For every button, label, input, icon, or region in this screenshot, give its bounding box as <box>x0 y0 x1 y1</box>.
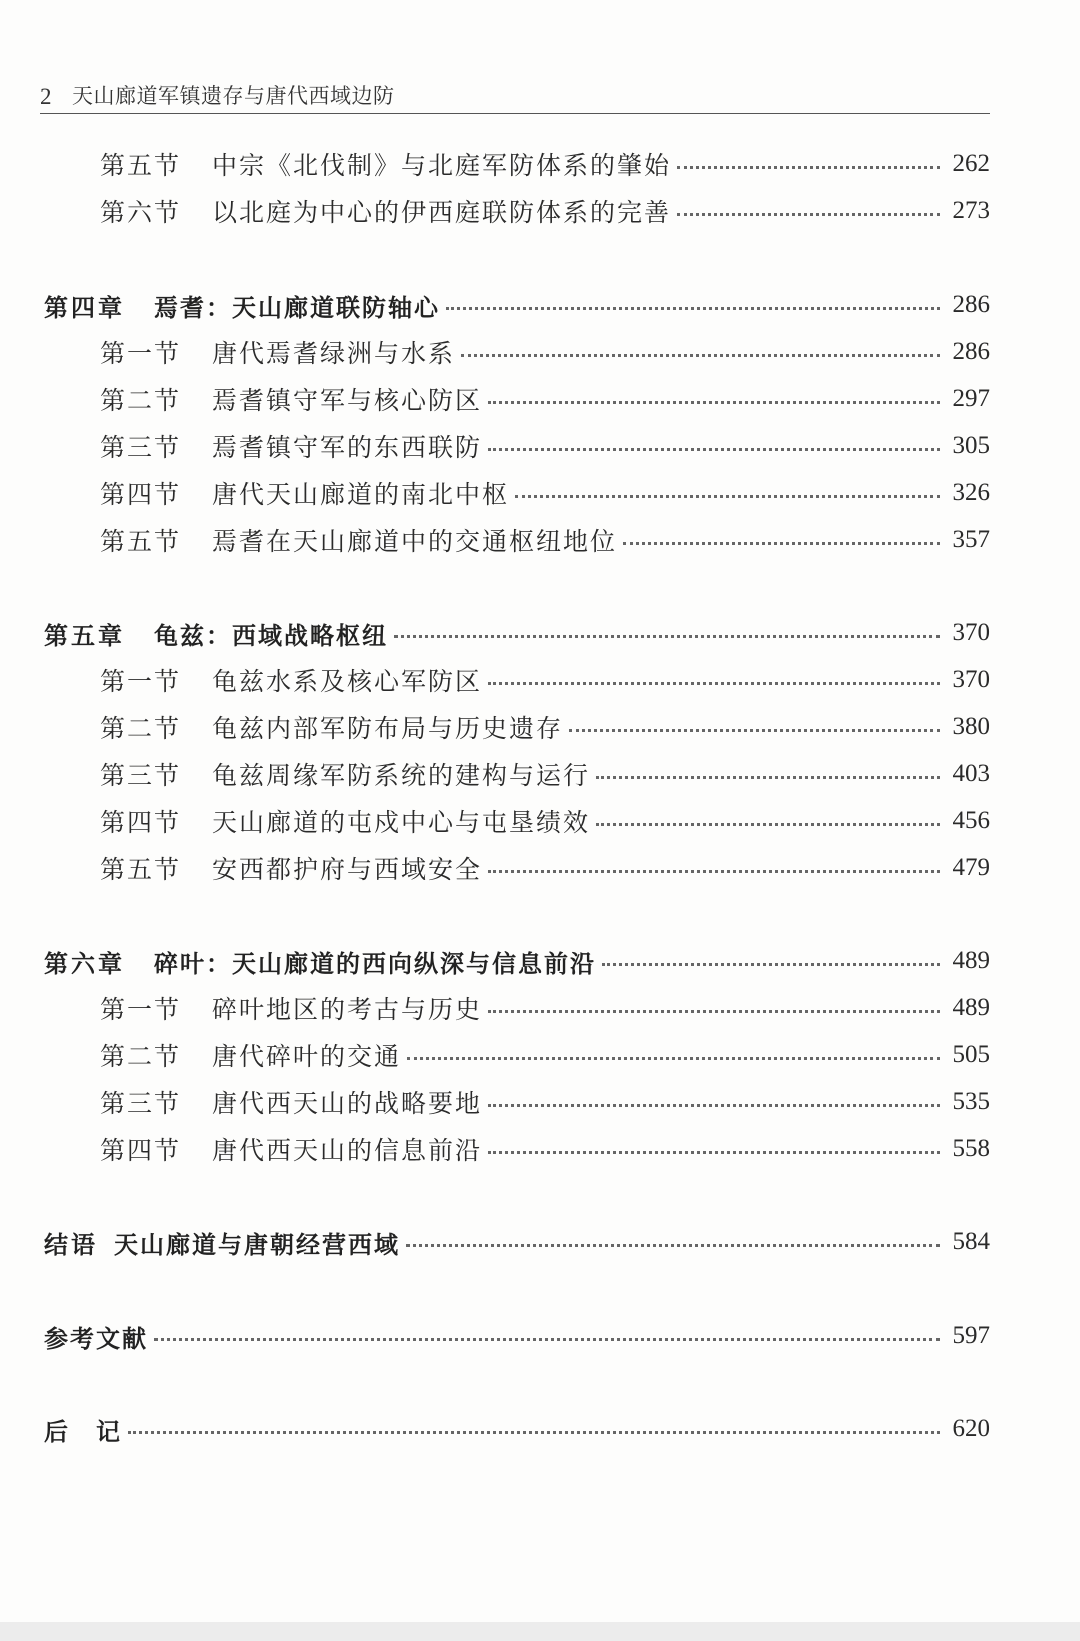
page-number: 620 <box>952 1415 990 1442</box>
toc-section-entry[interactable] <box>100 662 990 698</box>
section-label: 第三节 <box>100 1089 182 1118</box>
section-title: 唐代西天山的信息前沿 <box>212 1136 483 1165</box>
page-number: 262 <box>952 150 990 177</box>
dot-leader <box>569 729 940 732</box>
dot-leader <box>602 963 940 966</box>
dot-leader <box>488 1151 940 1154</box>
section-label: 第五节 <box>100 151 182 180</box>
conclusion-label: 结语 <box>44 1230 98 1259</box>
dot-leader <box>488 682 940 685</box>
toc-chapter-entry[interactable] <box>44 287 990 323</box>
section-title: 唐代碎叶的交通 <box>212 1042 402 1071</box>
header-divider <box>40 113 990 114</box>
toc-section-entry[interactable] <box>100 193 990 229</box>
dot-leader <box>515 495 940 498</box>
chapter-label: 第五章 <box>44 621 125 650</box>
section-label: 第二节 <box>100 386 182 415</box>
header-book-title: 天山廊道军镇遗存与唐代西域边防 <box>72 84 395 108</box>
toc-section-entry[interactable] <box>100 1037 990 1073</box>
dot-leader <box>128 1431 940 1434</box>
chapter-title: 龟兹：西域战略枢纽 <box>154 621 388 650</box>
page-number: 370 <box>952 619 990 646</box>
page-number: 326 <box>952 479 990 506</box>
toc-section-entry[interactable] <box>100 1084 990 1120</box>
section-label: 第一节 <box>100 995 182 1024</box>
dot-leader <box>446 307 940 310</box>
page-number: 456 <box>952 807 990 834</box>
toc-section-entry[interactable] <box>100 334 990 370</box>
section-title: 天山廊道的屯戍中心与屯垦绩效 <box>212 808 591 837</box>
page-number: 489 <box>952 947 990 974</box>
toc-references-entry[interactable] <box>44 1318 990 1354</box>
page-number: 558 <box>952 1135 990 1162</box>
page-number: 597 <box>952 1322 990 1349</box>
dot-leader <box>407 1057 940 1060</box>
dot-leader <box>677 213 940 216</box>
dot-leader <box>677 166 940 169</box>
section-label: 第四节 <box>100 480 182 509</box>
page-number: 370 <box>952 666 990 693</box>
page-number: 535 <box>952 1088 990 1115</box>
section-title: 龟兹周缘军防系统的建构与运行 <box>212 761 591 790</box>
toc-section-entry[interactable] <box>100 475 990 511</box>
dot-leader <box>406 1244 940 1247</box>
toc-afterword-entry[interactable] <box>44 1411 990 1447</box>
toc-section-entry[interactable] <box>100 522 990 558</box>
running-header <box>40 78 990 110</box>
section-label: 第一节 <box>100 339 182 368</box>
dot-leader <box>394 635 940 638</box>
toc-chapter-entry[interactable] <box>44 615 990 651</box>
page-number: 403 <box>952 760 990 787</box>
page-number: 305 <box>952 432 990 459</box>
toc-section-entry[interactable] <box>100 1131 990 1167</box>
dot-leader <box>596 776 940 779</box>
page-number: 273 <box>952 197 990 224</box>
toc-section-entry[interactable] <box>100 756 990 792</box>
section-title: 龟兹内部军防布局与历史遗存 <box>212 714 564 743</box>
toc-section-entry[interactable] <box>100 381 990 417</box>
section-title: 焉耆在天山廊道中的交通枢纽地位 <box>212 527 618 556</box>
section-title: 安西都护府与西域安全 <box>212 855 483 884</box>
chapter-title: 焉耆：天山廊道联防轴心 <box>154 293 440 322</box>
section-title: 焉耆镇守军的东西联防 <box>212 433 483 462</box>
dot-leader <box>623 542 940 545</box>
section-title: 唐代西天山的战略要地 <box>212 1089 483 1118</box>
section-label: 第一节 <box>100 667 182 696</box>
page-number: 584 <box>952 1228 990 1255</box>
references-title: 参考文献 <box>44 1324 148 1353</box>
section-label: 第二节 <box>100 714 182 743</box>
section-label: 第四节 <box>100 1136 182 1165</box>
page-number: 380 <box>952 713 990 740</box>
page-number: 505 <box>952 1041 990 1068</box>
toc-section-entry[interactable] <box>100 709 990 745</box>
page-number: 479 <box>952 854 990 881</box>
page-number: 357 <box>952 526 990 553</box>
page-number: 286 <box>952 291 990 318</box>
section-title: 焉耆镇守军与核心防区 <box>212 386 483 415</box>
toc-section-entry[interactable] <box>100 146 990 182</box>
section-label: 第六节 <box>100 198 182 227</box>
toc-chapter-entry[interactable] <box>44 943 990 979</box>
section-label: 第四节 <box>100 808 182 837</box>
section-label: 第三节 <box>100 761 182 790</box>
section-label: 第二节 <box>100 1042 182 1071</box>
toc-section-entry[interactable] <box>100 990 990 1026</box>
header-page-number: 2 <box>40 84 52 109</box>
dot-leader <box>488 448 940 451</box>
toc-section-entry[interactable] <box>100 850 990 886</box>
section-title: 碎叶地区的考古与历史 <box>212 995 483 1024</box>
chapter-label: 第四章 <box>44 293 125 322</box>
page-number: 297 <box>952 385 990 412</box>
dot-leader <box>154 1338 940 1341</box>
section-title: 唐代焉耆绿洲与水系 <box>212 339 456 368</box>
section-title: 唐代天山廊道的南北中枢 <box>212 480 510 509</box>
section-title: 中宗《北伐制》与北庭军防体系的肇始 <box>212 151 672 180</box>
dot-leader <box>488 1010 940 1013</box>
toc-section-entry[interactable] <box>100 428 990 464</box>
dot-leader <box>488 401 940 404</box>
section-label: 第五节 <box>100 527 182 556</box>
dot-leader <box>488 1104 940 1107</box>
dot-leader <box>488 870 940 873</box>
section-title: 龟兹水系及核心军防区 <box>212 667 483 696</box>
section-label: 第五节 <box>100 855 182 884</box>
bottom-edge-strip <box>0 1622 1080 1641</box>
page-number: 489 <box>952 994 990 1021</box>
toc-section-entry[interactable] <box>100 803 990 839</box>
chapter-label: 第六章 <box>44 949 125 978</box>
chapter-title: 碎叶：天山廊道的西向纵深与信息前沿 <box>154 949 596 978</box>
section-title: 以北庭为中心的伊西庭联防体系的完善 <box>212 198 672 227</box>
dot-leader <box>596 823 940 826</box>
section-label: 第三节 <box>100 433 182 462</box>
page-number: 286 <box>952 338 990 365</box>
conclusion-title: 天山廊道与唐朝经营西域 <box>114 1230 400 1259</box>
afterword-title: 后 记 <box>44 1417 122 1446</box>
toc-conclusion-entry[interactable] <box>44 1224 990 1260</box>
dot-leader <box>461 354 940 357</box>
